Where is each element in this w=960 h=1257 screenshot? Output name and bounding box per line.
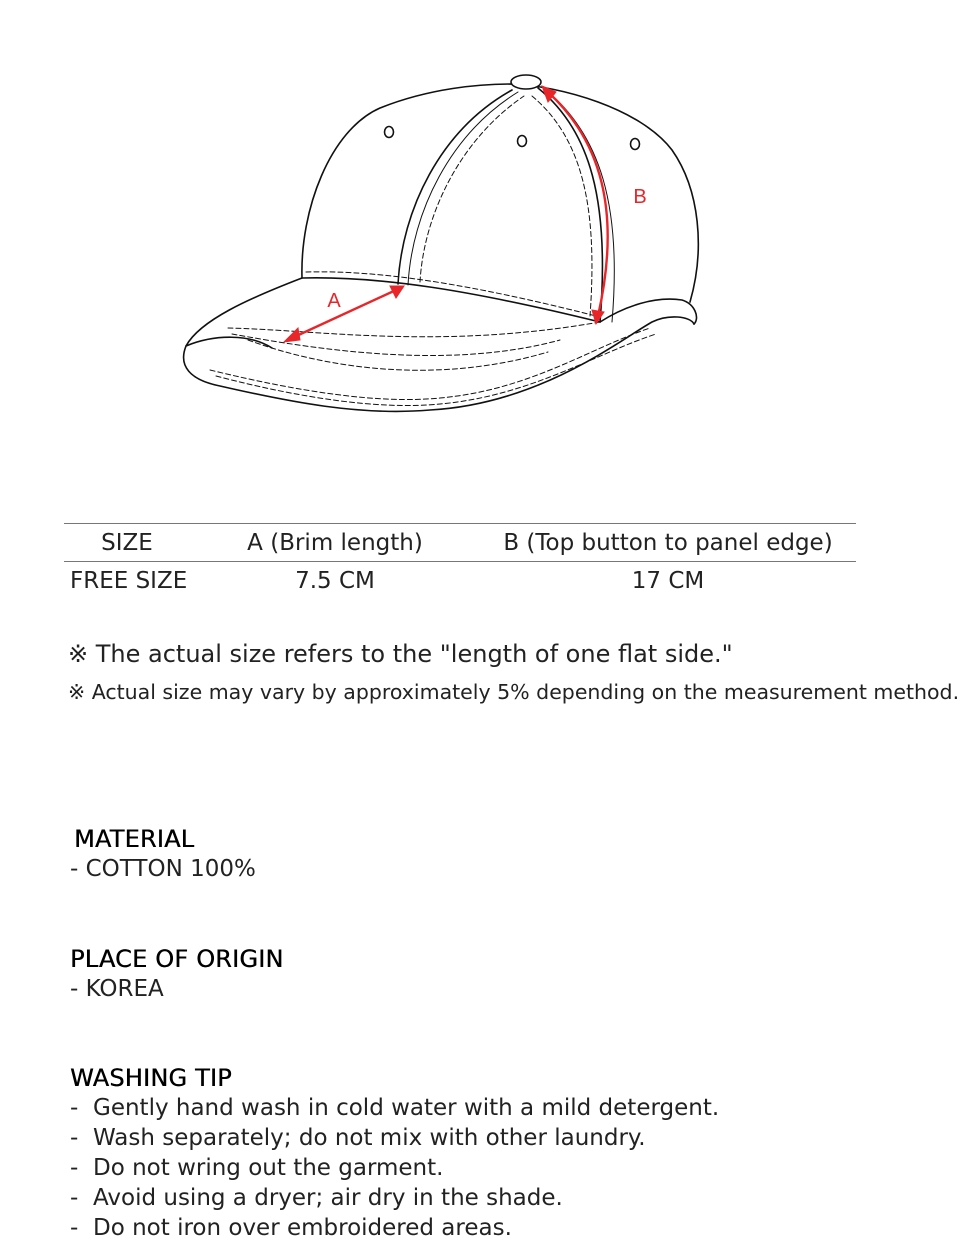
brim-stitch-5	[216, 334, 656, 406]
washing-tips-list	[70, 1093, 719, 1243]
washing-section	[70, 1063, 719, 1243]
list-dash: -	[70, 1155, 79, 1181]
material-value: - COTTON 100%	[70, 856, 256, 882]
measure-a-label: A	[327, 290, 341, 312]
list-dash: -	[70, 1095, 79, 1121]
list-item	[70, 1123, 719, 1153]
cap-measurement-diagram	[170, 60, 730, 430]
brim-length-header: A (Brim length)	[247, 529, 423, 556]
brim-stitch-2	[232, 334, 560, 356]
washing-tip-text: Wash separately; do not mix with other laundry.	[93, 1125, 646, 1151]
top-button	[511, 75, 541, 89]
brim-length-value: 7.5 CM	[295, 567, 375, 594]
measure-a-arrow	[292, 290, 396, 338]
eyelet-right	[631, 139, 640, 150]
eyelet-left	[385, 127, 394, 138]
list-dash: -	[70, 1215, 79, 1241]
measure-a-head-start	[284, 328, 300, 342]
cap-seam-right	[538, 88, 602, 322]
washing-title: WASHING TIP	[70, 1064, 232, 1092]
washing-tip-text: Avoid using a dryer; air dry in the shade.	[93, 1185, 563, 1211]
panel-length-value: 17 CM	[631, 567, 705, 594]
brim-stitch-3	[248, 340, 548, 370]
washing-tip-text: Do not wring out the garment.	[93, 1155, 444, 1181]
cap-seam-left	[398, 90, 512, 284]
cap-brim-back	[600, 299, 697, 324]
origin-title: PLACE OF ORIGIN	[70, 945, 284, 973]
washing-tip-text: Do not iron over embroidered areas.	[93, 1215, 512, 1241]
size-table-header-row	[64, 524, 856, 562]
size-note-variance: ※ Actual size may vary by approximately 5% depending on the measurement method.	[68, 680, 960, 704]
list-item	[70, 1093, 719, 1123]
size-note-flat-side: ※ The actual size refers to the "length of one flat side."	[68, 640, 733, 668]
crown-stitch-left	[420, 96, 524, 282]
list-item	[70, 1153, 719, 1183]
cap-seam-left-inner	[408, 92, 518, 285]
eyelet-center	[518, 136, 527, 147]
origin-value: - KOREA	[70, 976, 164, 1002]
list-item	[70, 1183, 719, 1213]
washing-tip-text: Gently hand wash in cold water with a mild detergent.	[93, 1095, 720, 1121]
list-dash: -	[70, 1125, 79, 1151]
size-value: FREE SIZE	[70, 567, 188, 594]
measure-b-label: B	[633, 186, 647, 208]
list-dash: -	[70, 1185, 79, 1211]
crown-stitch-right	[532, 96, 592, 316]
size-table	[64, 523, 856, 599]
material-title: MATERIAL	[74, 825, 195, 853]
brim-stitch-1	[228, 322, 600, 337]
material-section	[70, 824, 256, 884]
origin-section	[70, 944, 284, 1004]
panel-length-header: B (Top button to panel edge)	[503, 529, 833, 556]
table-row	[64, 562, 856, 600]
measure-b-head-end	[592, 310, 604, 324]
size-header: SIZE	[101, 529, 153, 556]
list-item	[70, 1213, 719, 1243]
